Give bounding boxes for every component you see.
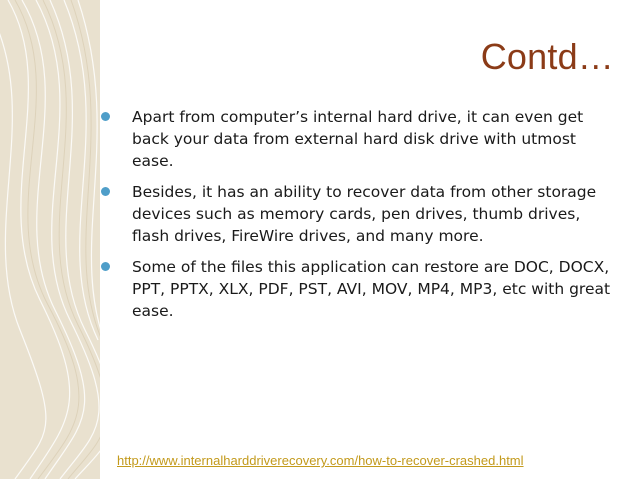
- bullet-item: [96, 256, 614, 322]
- decorative-side-band: [0, 0, 100, 479]
- bullet-item: [96, 106, 614, 172]
- bullet-text: Apart from computer’s internal hard drive, it can even get back your data from external hard disk drive with utmost ease.: [132, 108, 584, 170]
- bullet-text: Some of the files this application can restore are DOC, DOCX, PPT, PPTX, XLX, PDF, PST, AVI, MOV, MP4, MP3, etc with great ease.: [132, 258, 611, 320]
- source-link[interactable]: http://www.internalharddriverecovery.com/how-to-recover-crashed.html: [117, 453, 524, 468]
- bullet-dot-icon: [101, 112, 110, 121]
- decorative-curves: [0, 0, 100, 479]
- bullet-item: [96, 181, 614, 247]
- bullet-dot-icon: [101, 262, 110, 271]
- bullet-list: [96, 106, 614, 331]
- bullet-text: Besides, it has an ability to recover data from other storage devices such as memory cards, pen drives, thumb drives, flash drives, FireWire drives, and many more.: [132, 183, 597, 245]
- bullet-dot-icon: [101, 187, 110, 196]
- slide-title: Contd…: [480, 36, 614, 77]
